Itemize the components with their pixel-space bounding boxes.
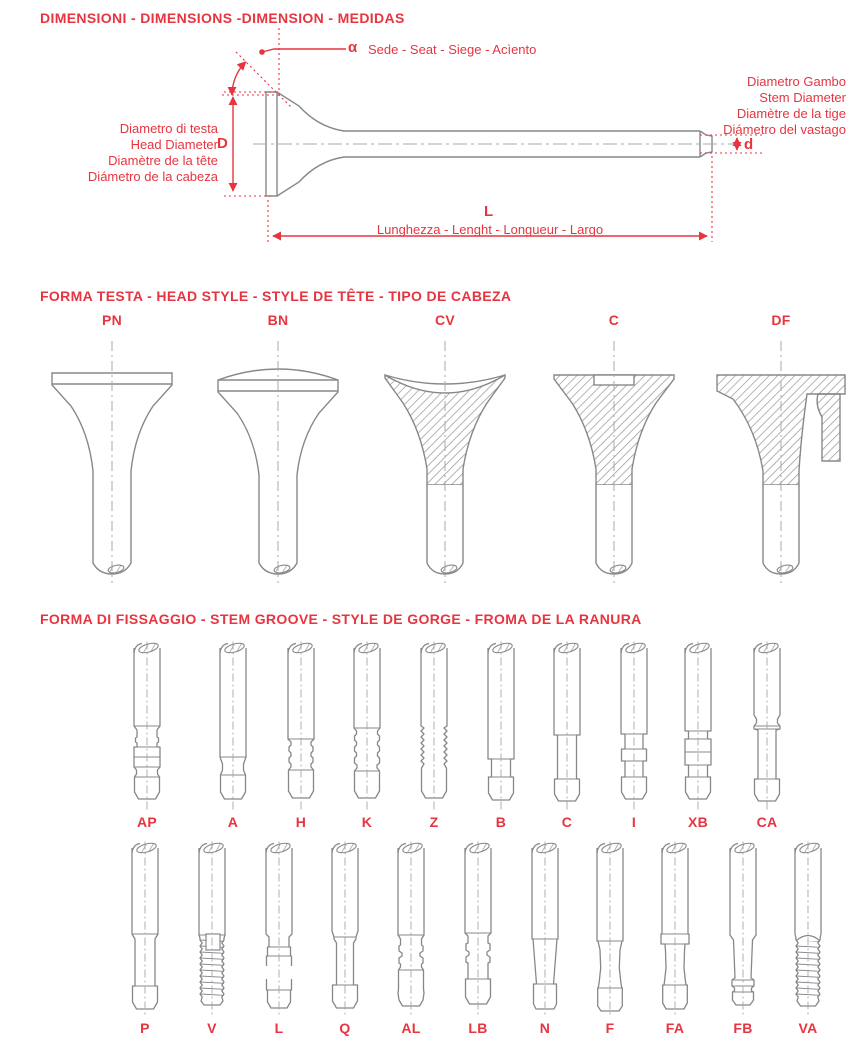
stem-figure-I [606,640,662,830]
stem-drawing-L [251,840,307,1018]
stem-drawing-XB [670,640,726,812]
stem-figure-F [582,840,638,1036]
head-drawing-DF [701,333,860,583]
stem-drawing-FA [647,840,703,1018]
stem-label-FB: FB [733,1020,753,1036]
head-diameter-label: Diametro di testa Head Diameter Diamètre de la tête Diámetro de la cabeza [87,121,218,184]
head-diameter-letter: D [217,135,228,152]
stem-figure-VA [780,840,836,1036]
head-drawing-CV [365,333,525,583]
stem-drawing-CA [739,640,795,812]
stem-drawing-V [184,840,240,1018]
stem-label-V: V [207,1020,217,1036]
head-figure-PN [32,312,192,583]
stem-drawing-C [539,640,595,812]
dimensions-title: DIMENSIONI - DIMENSIONS -DIMENSION - MEDIDAS [40,10,405,26]
stem-drawing-FB [715,840,771,1018]
stem-drawing-N [517,840,573,1018]
head-style-section [0,280,860,600]
stem-label-Z: Z [429,814,439,830]
stem-figure-FA [647,840,703,1036]
stem-label-I: I [631,814,637,830]
stem-label-LB: LB [468,1020,488,1036]
dimensions-section [0,0,860,280]
head-label-CV: CV [434,312,456,328]
head-label-DF: DF [771,312,791,328]
head-label-PN: PN [101,312,123,328]
head-figure-BN [198,312,358,583]
head-drawing-BN [198,333,358,583]
head-label-C: C [608,312,620,328]
stem-drawing-F [582,840,638,1018]
stem-figure-N [517,840,573,1036]
stem-drawing-Q [317,840,373,1018]
stem-diameter-letter: d [744,136,754,153]
head-label-BN: BN [267,312,289,328]
stem-label-AP: AP [136,814,158,830]
stem-figure-Q [317,840,373,1036]
stem-groove-title: FORMA DI FISSAGGIO - STEM GROOVE - STYLE DE GORGE - FROMA DE LA RANURA [40,611,642,627]
stem-figure-A [205,640,261,830]
stem-drawing-K [339,640,395,812]
alpha-letter: α [348,39,358,56]
stem-figure-AP [119,640,175,830]
stem-label-B: B [495,814,507,830]
stem-label-P: P [140,1020,150,1036]
stem-drawing-I [606,640,662,812]
stem-drawing-AP [119,640,175,812]
stem-label-H: H [295,814,307,830]
stem-label-XB: XB [687,814,709,830]
length-letter: L [484,203,494,220]
stem-label-Q: Q [339,1020,351,1036]
stem-figure-AL [383,840,439,1036]
stem-label-FA: FA [665,1020,685,1036]
stem-drawing-P [117,840,173,1018]
stem-figure-CA [739,640,795,830]
stem-label-N: N [539,1020,551,1036]
stem-figure-LB [450,840,506,1036]
stem-groove-section [0,600,860,1051]
head-style-title: FORMA TESTA - HEAD STYLE - STYLE DE TÊTE - TIPO DE CABEZA [40,288,512,304]
stem-drawing-B [473,640,529,812]
stem-drawing-AL [383,840,439,1018]
stem-drawing-H [273,640,329,812]
stem-figure-P [117,840,173,1036]
stem-label-AL: AL [401,1020,421,1036]
head-figure-C [534,312,694,583]
stem-label-L: L [274,1020,284,1036]
seat-label: Sede - Seat - Siege - Acìento [368,42,537,57]
stem-figure-K [339,640,395,830]
stem-drawing-A [205,640,261,812]
head-drawing-PN [32,333,192,583]
stem-label-C: C [561,814,573,830]
stem-label-VA: VA [798,1020,818,1036]
stem-figure-FB [715,840,771,1036]
stem-figure-L [251,840,307,1036]
stem-figure-C [539,640,595,830]
stem-figure-Z [406,640,462,830]
head-drawing-C [534,333,694,583]
stem-label-F: F [605,1020,615,1036]
head-figure-DF [701,312,860,583]
stem-drawing-VA [780,840,836,1018]
stem-drawing-LB [450,840,506,1018]
stem-label-A: A [227,814,239,830]
stem-diameter-label: Diametro Gambo Stem Diameter Diamètre de la tige Diámetro del vastago [723,74,846,137]
stem-figure-H [273,640,329,830]
stem-figure-B [473,640,529,830]
stem-figure-XB [670,640,726,830]
head-figure-CV [365,312,525,583]
stem-label-K: K [361,814,373,830]
length-label: Lunghezza - Lenght - Longueur - Largo [376,222,604,237]
stem-figure-V [184,840,240,1036]
stem-label-CA: CA [756,814,778,830]
stem-drawing-Z [406,640,462,812]
